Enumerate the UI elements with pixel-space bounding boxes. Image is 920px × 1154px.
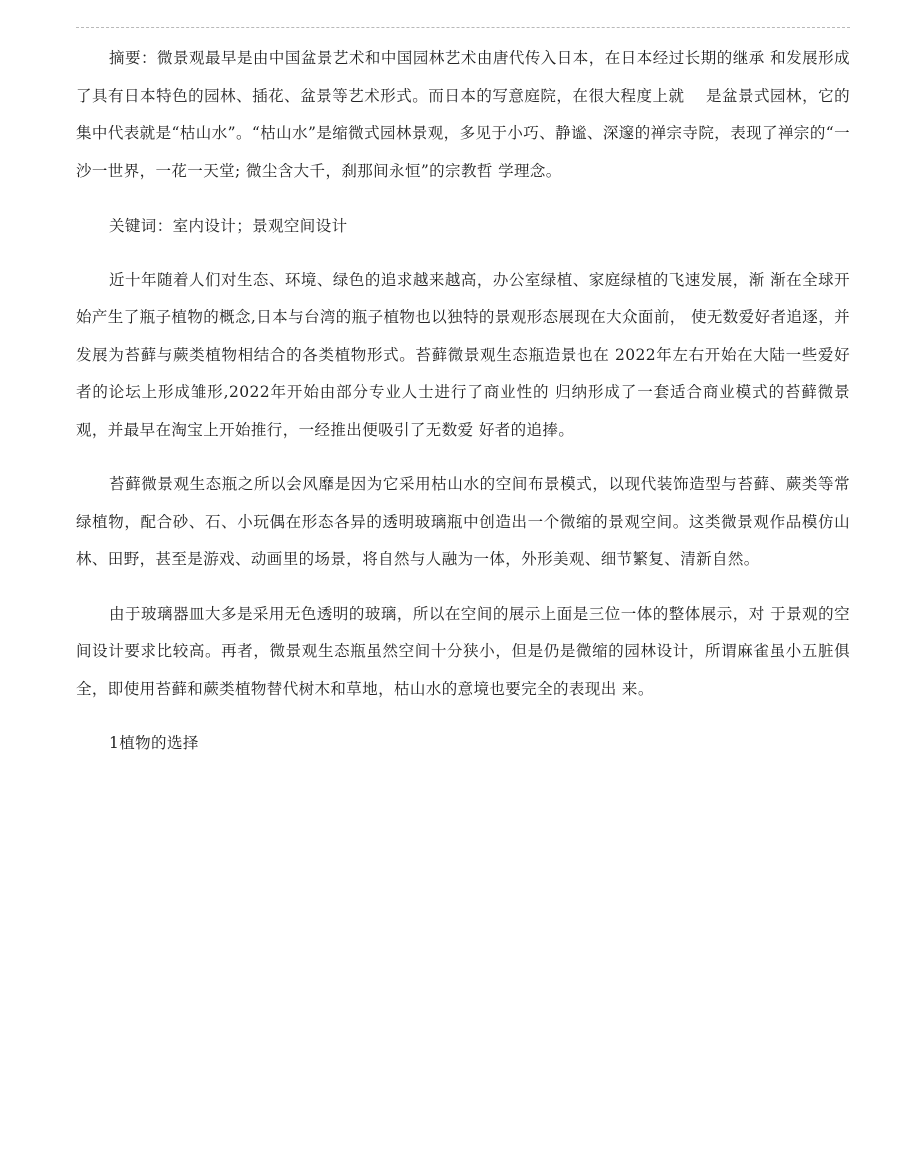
header-rule [76,27,850,28]
body-paragraph-3: 由于玻璃器皿大多是采用无色透明的玻璃，所以在空间的展示上面是三位一体的整体展示，对 于景观的空间设计要求比较高。再者，微景观生态瓶虽然空间十分狭小，但是仍是微缩的园林设计，所谓麻雀虽小五脏俱全，即使用苔藓和蕨类植物替代树木和草地，枯山水的意境也要完全的表现出 来。 [76,604,850,698]
body-paragraph-1: 近十年随着人们对生态、环境、绿色的追求越来越高，办公室绿植、家庭绿植的飞速发展，渐 渐在全球开始产生了瓶子植物的概念,日本与台湾的瓶子植物也以独特的景观形态展现在大众面前， 使无数爱好者追逐，并发展为苔藓与蕨类植物相结合的各类植物形式。苔藓微景观生态瓶造景也在 2022年左右开始在大陆一些爱好者的论坛上形成雏形,2022年开始由部分专业人士进行了商业性的 归纳形成了一套适合商业模式的苔藓微景观，并最早在淘宝上开始推行，一经推出便吸引了无数爱 好者的追捧。 [76,270,850,439]
section-heading: 1植物的选择 [109,734,199,752]
keywords-line: 关键词：室内设计；景观空间设计 [109,217,348,235]
document-page [76,40,850,763]
abstract-paragraph: 摘要：微景观最早是由中国盆景艺术和中国园林艺术由唐代传入日本，在日本经过长期的继承 和发展形成了具有日本特色的园林、插花、盆景等艺术形式。而日本的写意庭院，在很大程度上就 是盆景式园林，它的集中代表就是“枯山水”。“枯山水”是缩微式园林景观，多见于小巧、静谧、深邃的禅宗寺院，表现了禅宗的“一沙一世界，一花一天堂; 微尘含大千，刹那间永恒”的宗教哲 学理念。 [76,49,850,180]
body-paragraph-2: 苔藓微景观生态瓶之所以会风靡是因为它采用枯山水的空间布景模式，以现代装饰造型与苔藓、蕨类等常绿植物，配合砂、石、小玩偶在形态各异的透明玻璃瓶中创造出一个微缩的景观空间。这类微景观作品模仿山林、田野，甚至是游戏、动画里的场景，将自然与人融为一体，外形美观、细节繁复、清新自然。 [76,475,850,568]
